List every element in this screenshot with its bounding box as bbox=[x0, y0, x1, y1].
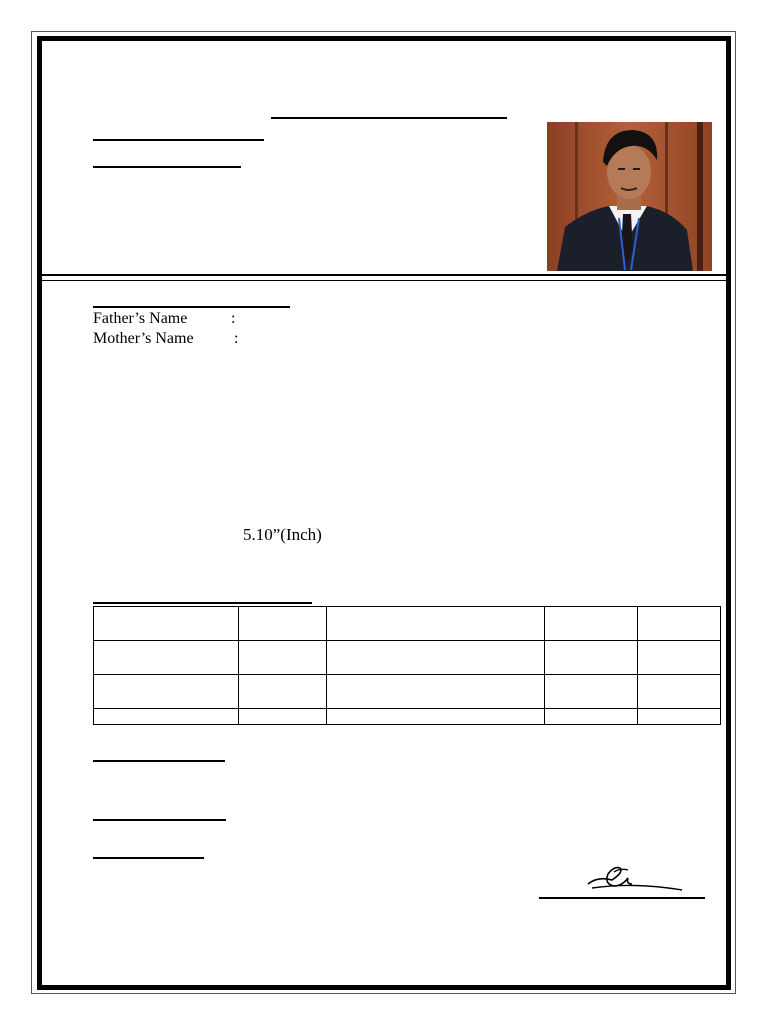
mothers-name-separator: : bbox=[234, 330, 239, 347]
contact-underline bbox=[93, 166, 241, 168]
table-cell bbox=[545, 641, 638, 675]
height-value: 5.10”(Inch) bbox=[243, 525, 322, 544]
table-cell bbox=[238, 641, 326, 675]
table-cell bbox=[326, 607, 545, 641]
table-cell bbox=[238, 607, 326, 641]
declaration-underline bbox=[93, 857, 204, 859]
table-cell bbox=[94, 709, 239, 725]
table-cell bbox=[638, 675, 721, 709]
header-divider-top bbox=[42, 274, 726, 276]
title-underline bbox=[271, 117, 507, 119]
signature-line bbox=[539, 897, 705, 899]
education-table bbox=[93, 606, 721, 725]
mothers-name-label: Mother’s Name bbox=[93, 330, 194, 347]
table-cell bbox=[638, 641, 721, 675]
skills-underline bbox=[93, 760, 225, 762]
table-cell bbox=[638, 607, 721, 641]
table-cell bbox=[638, 709, 721, 725]
table-cell bbox=[94, 675, 239, 709]
table-row bbox=[94, 641, 721, 675]
header-divider-bottom bbox=[42, 280, 726, 281]
table-cell bbox=[326, 641, 545, 675]
table-row bbox=[94, 709, 721, 725]
table-cell bbox=[545, 709, 638, 725]
name-underline bbox=[93, 139, 264, 141]
table-cell bbox=[94, 641, 239, 675]
fathers-name-label: Father’s Name bbox=[93, 310, 188, 327]
table-cell bbox=[326, 675, 545, 709]
languages-underline bbox=[93, 819, 226, 821]
signature-icon bbox=[584, 862, 688, 894]
profile-photo bbox=[547, 122, 712, 271]
table-cell bbox=[545, 675, 638, 709]
table-row bbox=[94, 675, 721, 709]
table-cell bbox=[94, 607, 239, 641]
fathers-name-separator: : bbox=[231, 310, 236, 327]
table-cell bbox=[326, 709, 545, 725]
table-cell bbox=[545, 607, 638, 641]
education-underline bbox=[93, 602, 312, 604]
table-cell bbox=[238, 709, 326, 725]
personal-details-underline bbox=[93, 306, 290, 308]
table-cell bbox=[238, 675, 326, 709]
table-row bbox=[94, 607, 721, 641]
